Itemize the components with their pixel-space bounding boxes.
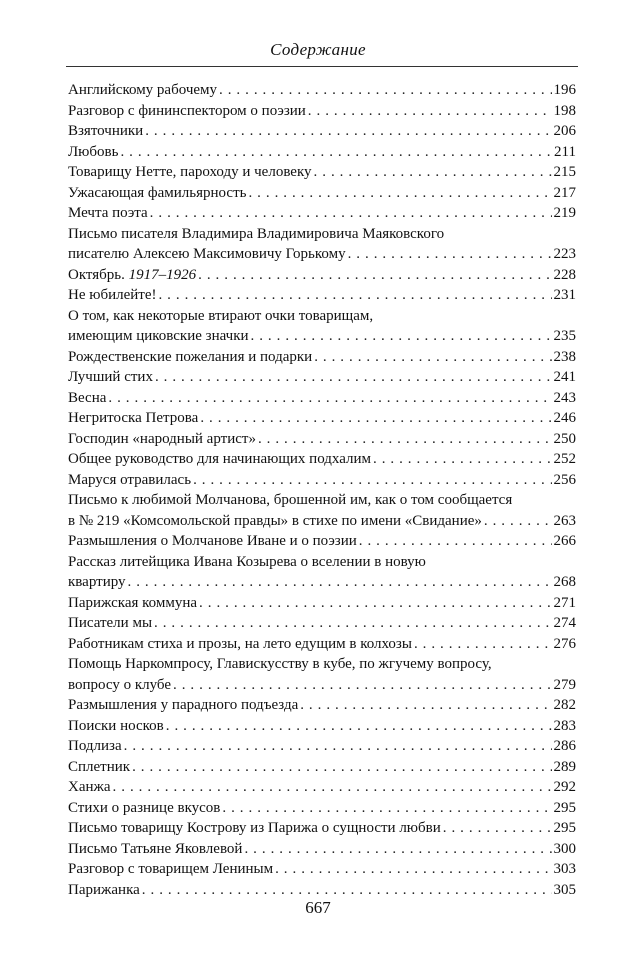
dot-leader: [359, 531, 552, 552]
toc-entry: [68, 880, 576, 901]
dot-leader: [199, 593, 551, 614]
toc-entry-line: [68, 552, 576, 573]
toc-entry-line: [68, 347, 576, 368]
toc-entry-title: Стихи о разнице вкусов: [68, 799, 221, 816]
toc-entry: [68, 839, 576, 860]
dot-leader: [155, 367, 552, 388]
toc-entry-title: Ужасающая фамильярность: [68, 184, 247, 201]
toc-entry: [68, 265, 576, 286]
dot-leader: [258, 429, 552, 450]
toc-entry-page-number: 219: [553, 205, 576, 221]
toc-entry-line: [68, 531, 576, 552]
toc-entry-page-number: 223: [553, 246, 576, 262]
toc-entry-page-number: 206: [553, 123, 576, 139]
toc-entry-title: Ханжа: [68, 779, 111, 795]
toc-entry-line: [68, 593, 576, 614]
toc-entry-page-number: 289: [553, 758, 576, 775]
toc-entry: [68, 80, 576, 101]
toc-entry-line: [68, 285, 576, 306]
toc-entry-title: Письмо товарищу Кострову из Парижа о сущности любви: [68, 820, 441, 836]
toc-entry-line: [68, 244, 576, 265]
dot-leader: [120, 142, 552, 163]
toc-entry: [68, 101, 576, 122]
toc-entry-page-number: 300: [553, 840, 576, 857]
dot-leader: [198, 265, 551, 286]
toc-entry: [68, 285, 576, 306]
toc-entry-title: Господин «народный артист»: [68, 430, 256, 447]
toc-entry-title: Размышления у парадного подъезда: [68, 697, 299, 713]
toc-entry-line: [68, 859, 576, 880]
toc-entry-line: [68, 224, 576, 245]
toc-entry-title: Разговор с фининспектором о поэзии: [68, 102, 306, 119]
toc-entry-line: [68, 142, 576, 163]
toc-entry-line: [68, 777, 576, 798]
toc-entry-page-number: 295: [553, 820, 576, 836]
toc-entry: [68, 593, 576, 614]
toc-entry-title: Сплетник: [68, 758, 131, 775]
toc-entry: [68, 552, 576, 593]
toc-entry-page-number: 211: [554, 143, 576, 160]
dot-leader: [219, 80, 551, 101]
toc-entry: [68, 388, 576, 409]
dot-leader: [128, 572, 552, 593]
toc-entry-page-number: 256: [553, 471, 576, 488]
toc-entry-title: Лучший стих: [68, 369, 153, 385]
toc-entry: [68, 859, 576, 880]
toc-entry-page-number: 238: [553, 348, 576, 365]
toc-entry-line: [68, 429, 576, 450]
toc-entry-title: Рождественские пожелания и подарки: [68, 348, 313, 365]
dot-leader: [173, 675, 551, 696]
toc-entry-title: Разговор с товарищем Лениным: [68, 861, 274, 877]
toc-entry-page-number: 252: [553, 451, 576, 467]
toc-entry-title: Помощь Наркомпросу, Главискусству в кубе, по жгучему вопросу,: [68, 656, 492, 672]
dot-leader: [154, 613, 551, 634]
toc-entry-line: [68, 675, 576, 696]
toc-entry-page-number: 305: [553, 881, 576, 898]
toc-entry-title: Негритоска Петрова: [68, 410, 199, 426]
dot-leader: [158, 285, 551, 306]
toc-entry: [68, 429, 576, 450]
toc-entry: [68, 716, 576, 737]
toc-entry-line: [68, 572, 576, 593]
toc-entry-title: Парижская коммуна: [68, 594, 198, 611]
toc-entry-page-number: 250: [553, 430, 576, 447]
toc-entry-line: [68, 162, 576, 183]
toc-entry-title: Октябрь. 1917–1926: [68, 266, 197, 283]
toc-entry-title: Парижанка: [68, 881, 140, 898]
toc-entry: [68, 347, 576, 368]
toc-entry-line: [68, 634, 576, 655]
toc-entry-title: Товарищу Нетте, пароходу и человеку: [68, 164, 312, 180]
toc-entry-page-number: 274: [553, 615, 576, 631]
toc-entry: [68, 818, 576, 839]
toc-entry-page-number: 196: [553, 82, 576, 98]
toc-entry-page-number: 263: [553, 512, 576, 529]
toc-entry-line: [68, 306, 576, 327]
toc-entry: [68, 531, 576, 552]
toc-entry-line: [68, 203, 576, 224]
toc-entry-title: имеющим циковские значки: [68, 328, 249, 344]
toc-entry-page-number: 292: [553, 779, 576, 795]
toc-entry-page-number: 268: [553, 574, 576, 590]
dot-leader: [308, 101, 552, 122]
toc-entry: [68, 777, 576, 798]
toc-entry-line: [68, 490, 576, 511]
dot-leader: [443, 818, 552, 839]
toc-entry-page-number: 283: [553, 717, 576, 734]
toc-entry-title: писателю Алексею Максимовичу Горькому: [68, 246, 346, 262]
toc-entry-line: [68, 757, 576, 778]
toc-entry-line: [68, 265, 576, 286]
toc-entry: [68, 613, 576, 634]
table-of-contents: [68, 80, 576, 900]
toc-entry-line: [68, 326, 576, 347]
toc-entry-line: [68, 470, 576, 491]
toc-entry-page-number: 246: [553, 410, 576, 426]
toc-entry: [68, 162, 576, 183]
toc-entry-page-number: 266: [553, 533, 576, 549]
dot-leader: [145, 121, 551, 142]
toc-entry-title: в № 219 «Комсомольской правды» в стихе по имени «Свидание»: [68, 512, 482, 529]
toc-entry-title: Поиски носков: [68, 717, 164, 734]
toc-entry: [68, 757, 576, 778]
toc-entry-page-number: 279: [553, 676, 576, 693]
toc-entry-page-number: 215: [553, 164, 576, 180]
toc-entry-line: [68, 798, 576, 819]
toc-entry-title: Письмо к любимой Молчанова, брошенной им, как о том сообщается: [68, 492, 513, 508]
dot-leader: [314, 162, 552, 183]
dot-leader: [124, 736, 552, 757]
dot-leader: [373, 449, 552, 470]
dot-leader: [142, 880, 552, 901]
dot-leader: [193, 470, 551, 491]
toc-entry-page-number: 276: [553, 635, 576, 652]
dot-leader: [150, 203, 552, 224]
toc-entry-line: [68, 695, 576, 716]
header-rule: [66, 66, 578, 67]
dot-leader: [200, 408, 551, 429]
toc-entry: [68, 634, 576, 655]
toc-entry-line: [68, 880, 576, 901]
toc-entry-title: Не юбилейте!: [68, 287, 157, 303]
toc-entry: [68, 736, 576, 757]
toc-entry-title: Подлиза: [68, 738, 122, 754]
toc-entry-page-number: 286: [553, 738, 576, 754]
toc-entry-line: [68, 101, 576, 122]
toc-entry-title: Английскому рабочему: [68, 82, 218, 98]
toc-entry-title: Письмо писателя Владимира Владимировича Маяковского: [68, 225, 445, 242]
toc-entry-title: О том, как некоторые втирают очки товарищам,: [68, 307, 374, 324]
toc-entry-title: вопросу о клубе: [68, 676, 172, 693]
toc-entry-title: квартиру: [68, 574, 126, 590]
toc-entry-line: [68, 449, 576, 470]
dot-leader: [275, 859, 551, 880]
dot-leader: [113, 777, 552, 798]
toc-entry: [68, 695, 576, 716]
toc-entry-line: [68, 367, 576, 388]
toc-entry-line: [68, 80, 576, 101]
toc-entry: [68, 121, 576, 142]
toc-entry: [68, 654, 576, 695]
dot-leader: [132, 757, 551, 778]
toc-entry-line: [68, 736, 576, 757]
dot-leader: [248, 183, 551, 204]
toc-entry-title: Мечта поэта: [68, 205, 148, 221]
toc-entry-page-number: 243: [553, 389, 576, 406]
toc-entry: [68, 798, 576, 819]
dot-leader: [251, 326, 552, 347]
toc-entry: [68, 470, 576, 491]
toc-entry-page-number: 228: [553, 266, 576, 283]
toc-entry-page-number: 303: [553, 861, 576, 877]
toc-entry-title: Любовь: [68, 143, 119, 160]
toc-entry-line: [68, 408, 576, 429]
toc-entry-line: [68, 654, 576, 675]
toc-entry-page-number: 295: [553, 799, 576, 816]
toc-entry-page-number: 241: [553, 369, 576, 385]
dot-leader: [314, 347, 551, 368]
toc-entry-title: Писатели мы: [68, 615, 153, 631]
toc-entry-line: [68, 716, 576, 737]
dot-leader: [300, 695, 551, 716]
toc-entry-page-number: 235: [553, 328, 576, 344]
toc-entry-title: Рассказ литейщика Ивана Козырева о вселении в новую: [68, 553, 426, 570]
toc-entry: [68, 142, 576, 163]
toc-entry-line: [68, 818, 576, 839]
toc-entry-title: Взяточники: [68, 123, 144, 139]
toc-entry-line: [68, 839, 576, 860]
toc-entry-title: Письмо Татьяне Яковлевой: [68, 840, 243, 857]
dot-leader: [414, 634, 552, 655]
toc-entry-title: Маруся отравилась: [68, 471, 192, 488]
dot-leader: [484, 511, 552, 532]
dot-leader: [222, 798, 551, 819]
page-number: 667: [305, 898, 331, 917]
toc-entry-line: [68, 388, 576, 409]
dot-leader: [166, 716, 552, 737]
toc-entry: [68, 449, 576, 470]
dot-leader: [244, 839, 551, 860]
dot-leader: [108, 388, 551, 409]
toc-entry-line: [68, 613, 576, 634]
toc-entry: [68, 408, 576, 429]
toc-entry-title: Работникам стиха и прозы, на лето едущим в колхозы: [68, 635, 412, 652]
toc-entry-line: [68, 511, 576, 532]
running-head: Содержание: [270, 40, 366, 59]
toc-entry: [68, 367, 576, 388]
toc-entry-page-number: 282: [553, 697, 576, 713]
toc-entry-title: Весна: [68, 389, 107, 406]
toc-entry-page-number: 271: [553, 594, 576, 611]
toc-entry: [68, 224, 576, 265]
toc-entry-line: [68, 183, 576, 204]
toc-entry: [68, 490, 576, 531]
toc-entry-page-number: 198: [553, 102, 576, 119]
toc-entry: [68, 183, 576, 204]
toc-entry-line: [68, 121, 576, 142]
toc-entry-title: Размышления о Молчанове Иване и о поэзии: [68, 533, 357, 549]
dot-leader: [348, 244, 552, 265]
toc-entry: [68, 306, 576, 347]
toc-entry: [68, 203, 576, 224]
toc-entry-title: Общее руководство для начинающих подхалим: [68, 451, 371, 467]
toc-entry-page-number: 217: [553, 184, 576, 201]
toc-entry-page-number: 231: [553, 287, 576, 303]
